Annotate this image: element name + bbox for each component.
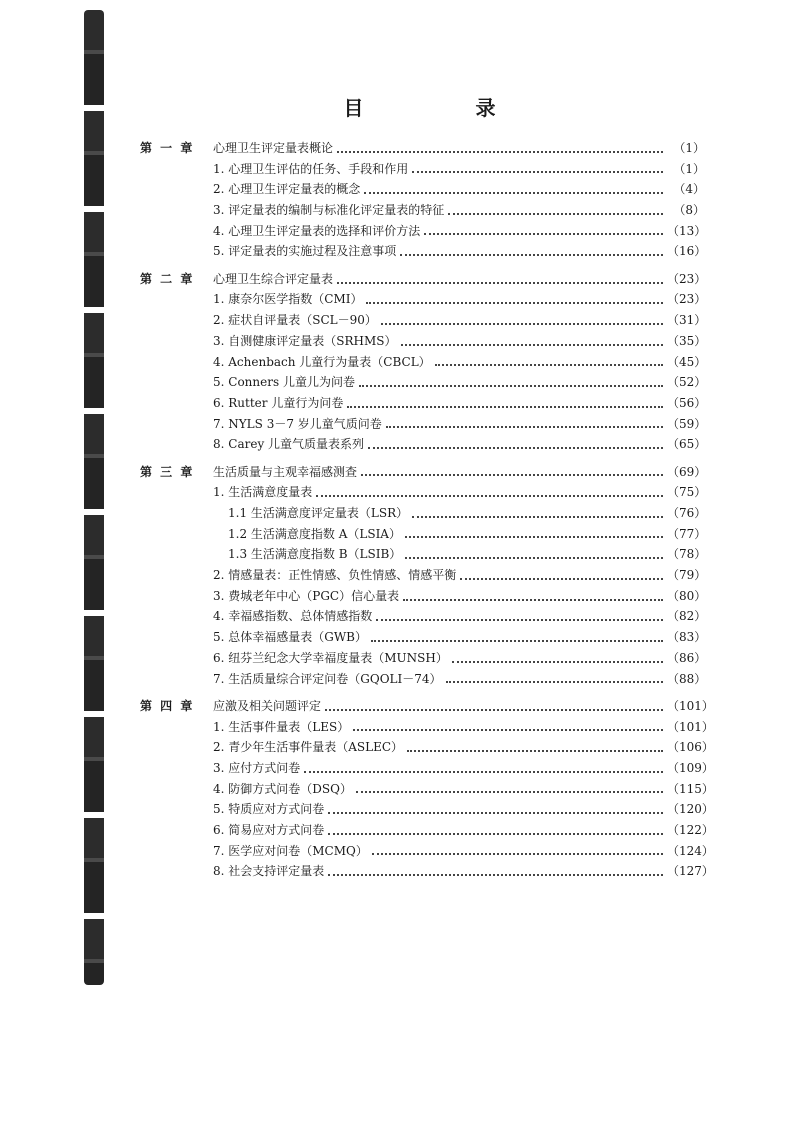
toc-entry-row[interactable] xyxy=(140,524,705,545)
chapter-title: 生活质量与主观幸福感测查 xyxy=(213,464,358,479)
dot-leader xyxy=(412,515,663,518)
page-number: （8） xyxy=(673,203,705,218)
entry-title: 5. 总体幸福感量表（GWB） xyxy=(213,630,368,645)
dot-leader xyxy=(448,212,663,215)
entry-title: 8. 社会支持评定量表 xyxy=(213,864,325,879)
entry-title: 7. 生活质量综合评定问卷（GQOLI－74） xyxy=(213,671,442,686)
page-number: （23） xyxy=(667,271,707,286)
page-number: （115） xyxy=(667,781,714,796)
entry-title: 1.2 生活满意度指数 A（LSIA） xyxy=(228,526,401,541)
toc-entry-row[interactable] xyxy=(140,482,705,503)
dot-leader xyxy=(381,322,663,325)
entry-title: 1.1 生活满意度评定量表（LSR） xyxy=(228,506,409,521)
dot-leader xyxy=(337,281,663,284)
entry-title: 1. 康奈尔医学指数（CMI） xyxy=(213,292,363,307)
toc-entry-row[interactable] xyxy=(140,737,714,758)
page-number: （88） xyxy=(667,671,707,686)
page-number: （79） xyxy=(667,568,707,583)
toc-entry-row[interactable] xyxy=(140,414,705,435)
toc-entry-row[interactable] xyxy=(140,565,705,586)
entry-title: 3. 应付方式问卷 xyxy=(213,760,301,775)
toc-chapter-row[interactable] xyxy=(140,269,705,290)
page-number: （86） xyxy=(667,650,707,665)
entry-title: 6. Rutter 儿童行为问卷 xyxy=(213,395,344,410)
page-number: （80） xyxy=(667,588,707,603)
dot-leader xyxy=(405,535,663,538)
chapter-label: 第 四 章 xyxy=(140,698,195,713)
chapter-label: 第 三 章 xyxy=(140,464,195,479)
chapter-title: 应激及相关问题评定 xyxy=(213,698,322,713)
entry-title: 4. 幸福感指数、总体情感指数 xyxy=(213,609,373,624)
entry-title: 1. 生活事件量表（LES） xyxy=(213,719,350,734)
dot-leader xyxy=(347,405,663,408)
toc-entry-row[interactable] xyxy=(140,779,714,800)
entry-title: 2. 症状自评量表（SCL－90） xyxy=(213,313,377,328)
dot-leader xyxy=(407,749,663,752)
toc-entry-row[interactable] xyxy=(140,627,705,648)
page-number: （77） xyxy=(667,526,707,541)
dot-leader xyxy=(328,873,663,876)
dot-leader xyxy=(371,639,663,642)
dot-leader xyxy=(368,446,663,449)
toc-entry-row[interactable] xyxy=(140,503,705,524)
dot-leader xyxy=(356,790,663,793)
entry-title: 1. 心理卫生评估的任务、手段和作用 xyxy=(213,161,409,176)
entry-title: 7. NYLS 3－7 岁儿童气质问卷 xyxy=(213,416,382,431)
toc-entry-row[interactable] xyxy=(140,372,705,393)
toc-entry-row[interactable] xyxy=(140,352,705,373)
toc-entry-row[interactable] xyxy=(140,586,705,607)
dot-leader xyxy=(372,852,663,855)
page-number: （120） xyxy=(667,802,714,817)
dot-leader xyxy=(337,150,663,153)
page-number: （1） xyxy=(673,140,705,155)
toc-entry-row[interactable] xyxy=(140,820,714,841)
page-number: （106） xyxy=(667,740,714,755)
dot-leader xyxy=(376,618,663,621)
dot-leader xyxy=(412,170,663,173)
toc-entry-row[interactable] xyxy=(140,861,714,882)
toc-entry-row[interactable] xyxy=(140,221,705,242)
entry-title: 3. 评定量表的编制与标准化评定量表的特征 xyxy=(213,203,445,218)
toc-entry-row[interactable] xyxy=(140,669,705,690)
toc-entry-row[interactable] xyxy=(140,331,705,352)
dot-leader xyxy=(328,811,663,814)
page-number: （78） xyxy=(667,547,707,562)
dot-leader xyxy=(353,728,663,731)
dot-leader xyxy=(325,708,663,711)
page-number: （101） xyxy=(667,698,714,713)
dot-leader xyxy=(304,770,663,773)
page-number: （82） xyxy=(667,609,707,624)
page-number: （35） xyxy=(667,333,707,348)
page-number: （124） xyxy=(667,843,714,858)
entry-title: 5. 评定量表的实施过程及注意事项 xyxy=(213,244,397,259)
toc-entry-row[interactable] xyxy=(140,310,705,331)
dot-leader xyxy=(401,343,664,346)
toc-entry-row[interactable] xyxy=(140,544,705,565)
page-number: （4） xyxy=(673,182,705,197)
page-number: （122） xyxy=(667,823,714,838)
toc-entry-row[interactable] xyxy=(140,179,705,200)
entry-title: 6. 简易应对方式问卷 xyxy=(213,823,325,838)
dot-leader xyxy=(424,232,663,235)
page-number: （101） xyxy=(667,719,714,734)
page-number: （75） xyxy=(667,485,707,500)
page-number: （127） xyxy=(667,864,714,879)
page-number: （23） xyxy=(667,292,707,307)
entry-title: 5. Conners 儿童儿为问卷 xyxy=(213,375,355,390)
dot-leader xyxy=(386,425,663,428)
dot-leader xyxy=(446,680,663,683)
toc-entry-row[interactable] xyxy=(140,159,705,180)
toc-entry-row[interactable] xyxy=(140,758,714,779)
toc-entry-row[interactable] xyxy=(140,799,714,820)
page-number: （31） xyxy=(667,313,707,328)
dot-leader xyxy=(400,253,663,256)
table-of-contents xyxy=(140,138,714,882)
entry-title: 2. 情感量表：正性情感、负性情感、情感平衡 xyxy=(213,568,457,583)
dot-leader xyxy=(316,494,663,497)
dot-leader xyxy=(366,301,663,304)
toc-entry-row[interactable] xyxy=(140,841,714,862)
entry-title: 1. 生活满意度量表 xyxy=(213,485,313,500)
toc-chapter-row[interactable] xyxy=(140,462,705,483)
entry-title: 2. 心理卫生评定量表的概念 xyxy=(213,182,361,197)
page-title: 目 录 xyxy=(343,96,542,120)
toc-entry-row[interactable] xyxy=(140,648,705,669)
dot-leader xyxy=(405,556,663,559)
dot-leader xyxy=(359,384,663,387)
toc-entry-row[interactable] xyxy=(140,434,705,455)
toc-entry-row[interactable] xyxy=(140,290,705,311)
entry-title: 7. 医学应对问卷（MCMQ） xyxy=(213,843,368,858)
chapter-title: 心理卫生评定量表概论 xyxy=(213,140,334,155)
dot-leader xyxy=(403,598,663,601)
chapter-title: 心理卫生综合评定量表 xyxy=(213,271,334,286)
toc-entry-row[interactable] xyxy=(140,607,705,628)
page-number: （1） xyxy=(673,161,705,176)
page-number: （56） xyxy=(667,395,707,410)
page-number: （109） xyxy=(667,760,714,775)
toc-entry-row[interactable] xyxy=(140,393,705,414)
page-number: （69） xyxy=(667,464,707,479)
page-number: （13） xyxy=(667,223,707,238)
entry-title: 4. 心理卫生评定量表的选择和评价方法 xyxy=(213,223,421,238)
entry-title: 2. 青少年生活事件量表（ASLEC） xyxy=(213,740,404,755)
toc-chapter-row[interactable] xyxy=(140,696,714,717)
toc-entry-row[interactable] xyxy=(140,241,705,262)
dot-leader xyxy=(460,577,663,580)
toc-entry-row[interactable] xyxy=(140,200,705,221)
dot-leader xyxy=(364,191,663,194)
page-number: （16） xyxy=(667,244,707,259)
page-number: （59） xyxy=(667,416,707,431)
entry-title: 4. Achenbach 儿童行为量表（CBCL） xyxy=(213,354,431,369)
dot-leader xyxy=(361,473,663,476)
entry-title: 1.3 生活满意度指数 B（LSIB） xyxy=(228,547,402,562)
entry-title: 3. 自测健康评定量表（SRHMS） xyxy=(213,333,397,348)
page-number: （83） xyxy=(667,630,707,645)
dot-leader xyxy=(435,363,663,366)
chapter-label: 第 二 章 xyxy=(140,271,195,286)
page-number: （45） xyxy=(667,354,707,369)
toc-chapter-row[interactable] xyxy=(140,138,705,159)
dot-leader xyxy=(452,660,663,663)
page-number: （65） xyxy=(667,437,707,452)
entry-title: 8. Carey 儿童气质量表系列 xyxy=(213,437,365,452)
page-number: （76） xyxy=(667,506,707,521)
entry-title: 6. 纽芬兰纪念大学幸福度量表（MUNSH） xyxy=(213,650,448,665)
entry-title: 4. 防御方式问卷（DSQ） xyxy=(213,781,352,796)
toc-entry-row[interactable] xyxy=(140,717,714,738)
dot-leader xyxy=(328,832,663,835)
page-number: （52） xyxy=(667,375,707,390)
entry-title: 5. 特质应对方式问卷 xyxy=(213,802,325,817)
chapter-label: 第 一 章 xyxy=(140,140,195,155)
entry-title: 3. 费城老年中心（PGC）信心量表 xyxy=(213,588,400,603)
scan-binding-edge xyxy=(84,10,104,985)
